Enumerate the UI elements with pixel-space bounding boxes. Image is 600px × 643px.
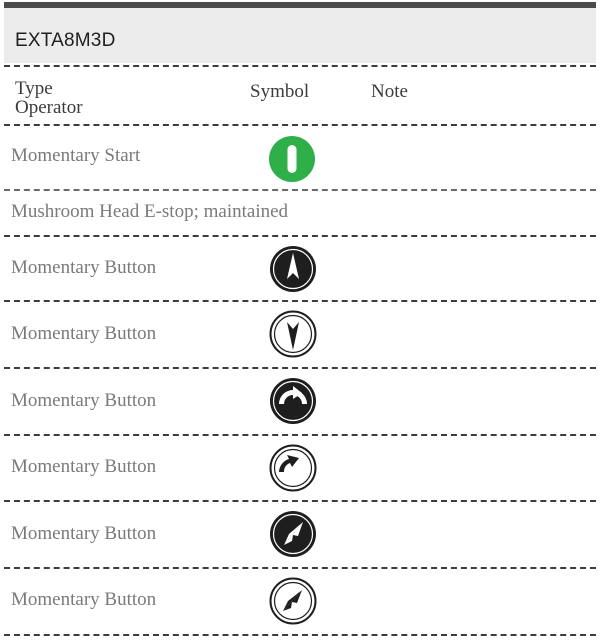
arrow-diagonal-down-left-outline-icon xyxy=(269,577,317,625)
row-label: Momentary Button xyxy=(11,323,157,344)
header-divider-top xyxy=(4,65,596,67)
row-label: Momentary Start xyxy=(11,145,141,166)
arrow-rotate-cw-outline-icon xyxy=(269,444,317,492)
row-label: Momentary Button xyxy=(11,523,157,544)
row-divider xyxy=(4,500,596,502)
row-label: Momentary Button xyxy=(11,257,157,278)
column-note: Note xyxy=(371,81,408,102)
column-operator: Operator xyxy=(15,97,83,118)
row-label: Mushroom Head E-stop; maintained xyxy=(11,201,289,222)
title-bar xyxy=(4,8,596,63)
column-type: Type xyxy=(15,78,53,99)
row-label: Momentary Button xyxy=(11,589,157,610)
row-label: Momentary Button xyxy=(11,456,157,477)
model-title: EXTA8M3D xyxy=(15,30,116,51)
arrow-up-filled-icon xyxy=(269,245,317,293)
row-divider xyxy=(4,367,596,369)
row-label: Momentary Button xyxy=(11,390,157,411)
green-start-button-icon xyxy=(268,135,316,183)
row-divider xyxy=(4,235,596,237)
row-divider xyxy=(4,567,596,569)
column-symbol: Symbol xyxy=(250,81,310,102)
arrow-diagonal-down-left-filled-icon xyxy=(269,510,317,558)
row-divider xyxy=(4,189,596,191)
arrow-down-outline-icon xyxy=(269,310,317,358)
row-divider xyxy=(4,300,596,302)
header-divider-bottom xyxy=(4,124,596,126)
row-divider xyxy=(4,634,596,636)
row-divider xyxy=(4,434,596,436)
arrow-rotate-cw-filled-icon xyxy=(269,377,317,425)
